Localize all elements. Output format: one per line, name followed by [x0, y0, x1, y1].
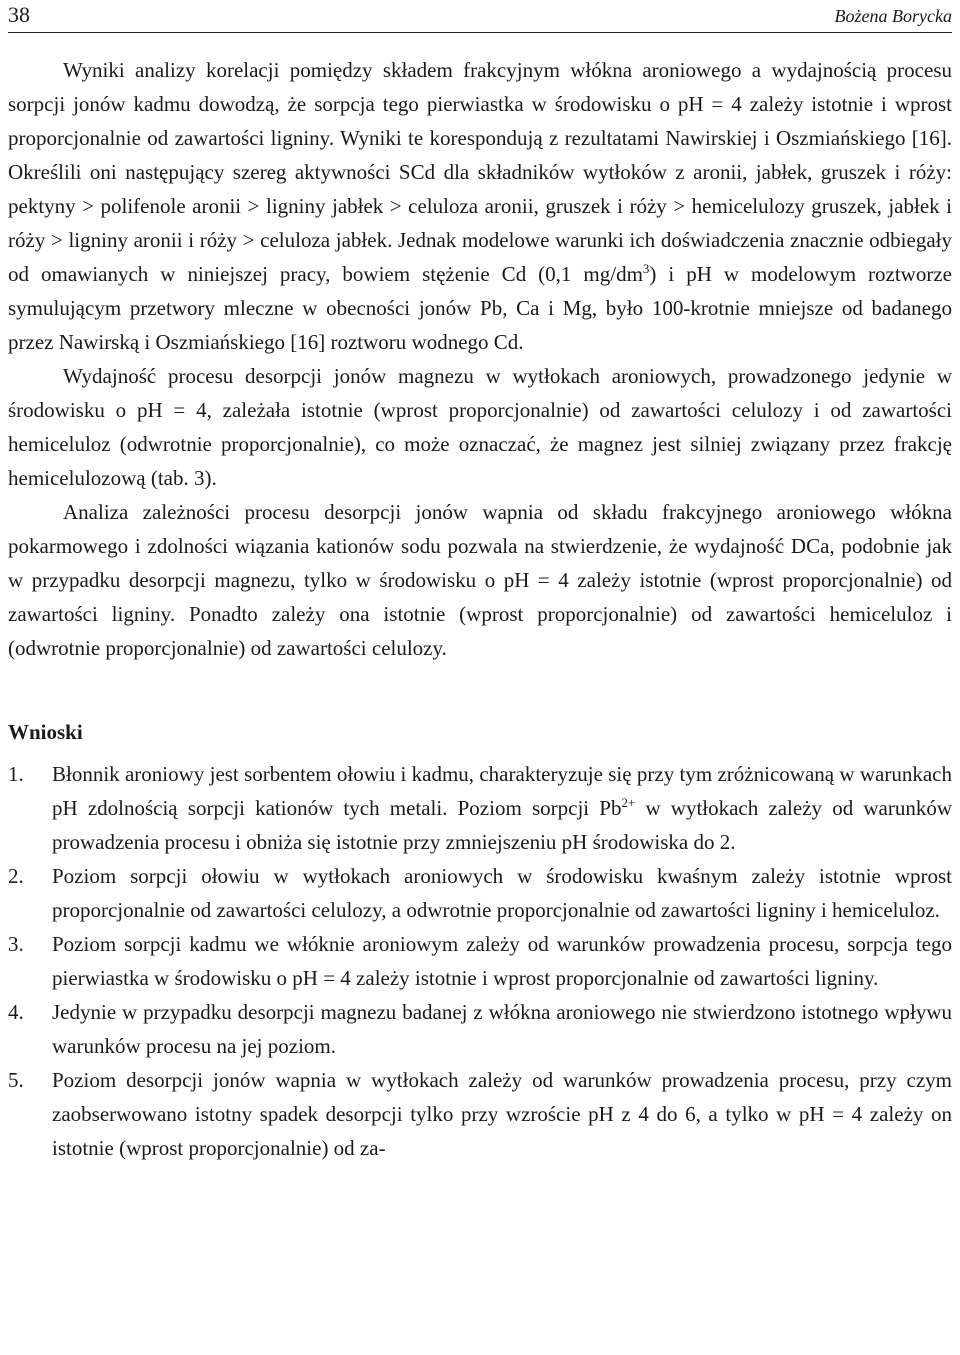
conclusions-list: [8, 757, 952, 1165]
paragraph-calcium-desorption: Analiza zależności procesu desorpcji jonów wapnia od składu frakcyjnego aroniowego włókna pokarmowego i zdolności wiązania kationów sodu pozwala na stwierdzenie, że wydajność DCa, podobnie jak w przypadku desorpcji magnezu, tylko w środowisku o pH = 4 zależy istotnie (wprost proporcjonalnie) od zawartości ligniny. Ponadto zależy ona istotnie (wprost proporcjonalnie) od zawartości hemiceluloz i (odwrotnie proporcjonalnie) od zawartości celulozy.: [8, 500, 952, 660]
list-item-number: 5.: [8, 1068, 24, 1092]
running-head-author: Bożena Borycka: [834, 6, 952, 26]
page-number: 38: [8, 2, 30, 27]
list-item-number: 4.: [8, 1000, 24, 1024]
list-item: 2. Poziom sorpcji ołowiu w wytłokach aroniowych w środowisku kwaśnym zależy istotnie wprost proporcjonalnie od zawartości celulozy, a odwrotnie proporcjonalnie od zawartości ligniny i hemiceluloz.: [8, 859, 952, 927]
list-item: 4. Jedynie w przypadku desorpcji magnezu badanej z włókna aroniowego nie stwierdzono istotnego wpływu warunków procesu na jej poziom.: [8, 995, 952, 1063]
list-item: 3. Poziom sorpcji kadmu we włóknie aroniowym zależy od warunków prowadzenia procesu, sorpcja tego pierwiastka w środowisku o pH = 4 zależy istotnie i wprost proporcjonalnie od zawartości ligniny.: [8, 927, 952, 995]
conclusions-heading: Wnioski: [8, 720, 83, 744]
list-item: 1. Błonnik aroniowy jest sorbentem ołowiu i kadmu, charakteryzuje się przy tym zróżnicowaną w warunkach pH zdolnością sorpcji kationów tych metali. Poziom sorpcji $Pb^{2+}$ w wytłokach zależy od warunków prowadzenia procesu i obniża się istotnie przy zmniejszeniu pH środowiska do 2.: [8, 757, 952, 859]
page-body: [8, 33, 952, 1165]
paragraph-cadmium-sorption: Wyniki analizy korelacji pomiędzy składem frakcyjnym włókna aroniowego a wydajnością procesu sorpcji jonów kadmu dowodzą, że sorpcja tego pierwiastka w środowisku o pH = 4 zależy istotnie i wprost proporcjonalnie od zawartości ligniny. Wyniki te korespondują z rezultatami Nawirskiej i Oszmiańskiego [16]. Określili oni następujący szereg aktywności SCd dla składników wytłoków z aronii, jabłek, gruszek i róży: pektyny > polifenole aronii > ligniny jabłek > celuloza aronii, gruszek i róży > hemicelulozy gruszek, jabłek i róży > ligniny aronii i róży > celuloza jabłek. Jednak modelowe warunki ich doświadczenia znacznie odbiegały od omawianych w niniejszej pracy, bowiem stężenie Cd (0,1 $mg/dm^3$) i pH w modelowym roztworze symulującym przetwory mleczne w obecności jonów Pb, Ca i Mg, było 100-krotnie mniejsze od badanego przez Nawirską i Oszmiańskiego [16] roztworu wodnego Cd.: [8, 58, 952, 354]
list-item-number: 3.: [8, 932, 24, 956]
list-item: 5. Poziom desorpcji jonów wapnia w wytłokach zależy od warunków prowadzenia procesu, przy czym zaobserwowano istotny spadek desorpcji tylko przy wzroście pH z 4 do 6, a tylko w pH = 4 zależy on istotnie (wprost proporcjonalnie) od za-: [8, 1063, 952, 1165]
page-header: [8, 0, 952, 33]
list-item-number: 2.: [8, 864, 24, 888]
superscript-charge: 2+: [621, 795, 636, 810]
superscript-cubic: 3: [642, 261, 650, 276]
paragraph-magnesium-desorption: Wydajność procesu desorpcji jonów magnezu w wytłokach aroniowych, prowadzonego jedynie w środowisku o pH = 4, zależała istotnie (wprost proporcjonalnie) od zawartości celulozy i od zawartości hemiceluloz (odwrotnie proporcjonalnie), co może oznaczać, że magnez jest silniej związany przez frakcję hemicelulozową (tab. 3).: [8, 364, 952, 490]
list-item-number: 1.: [8, 762, 24, 786]
